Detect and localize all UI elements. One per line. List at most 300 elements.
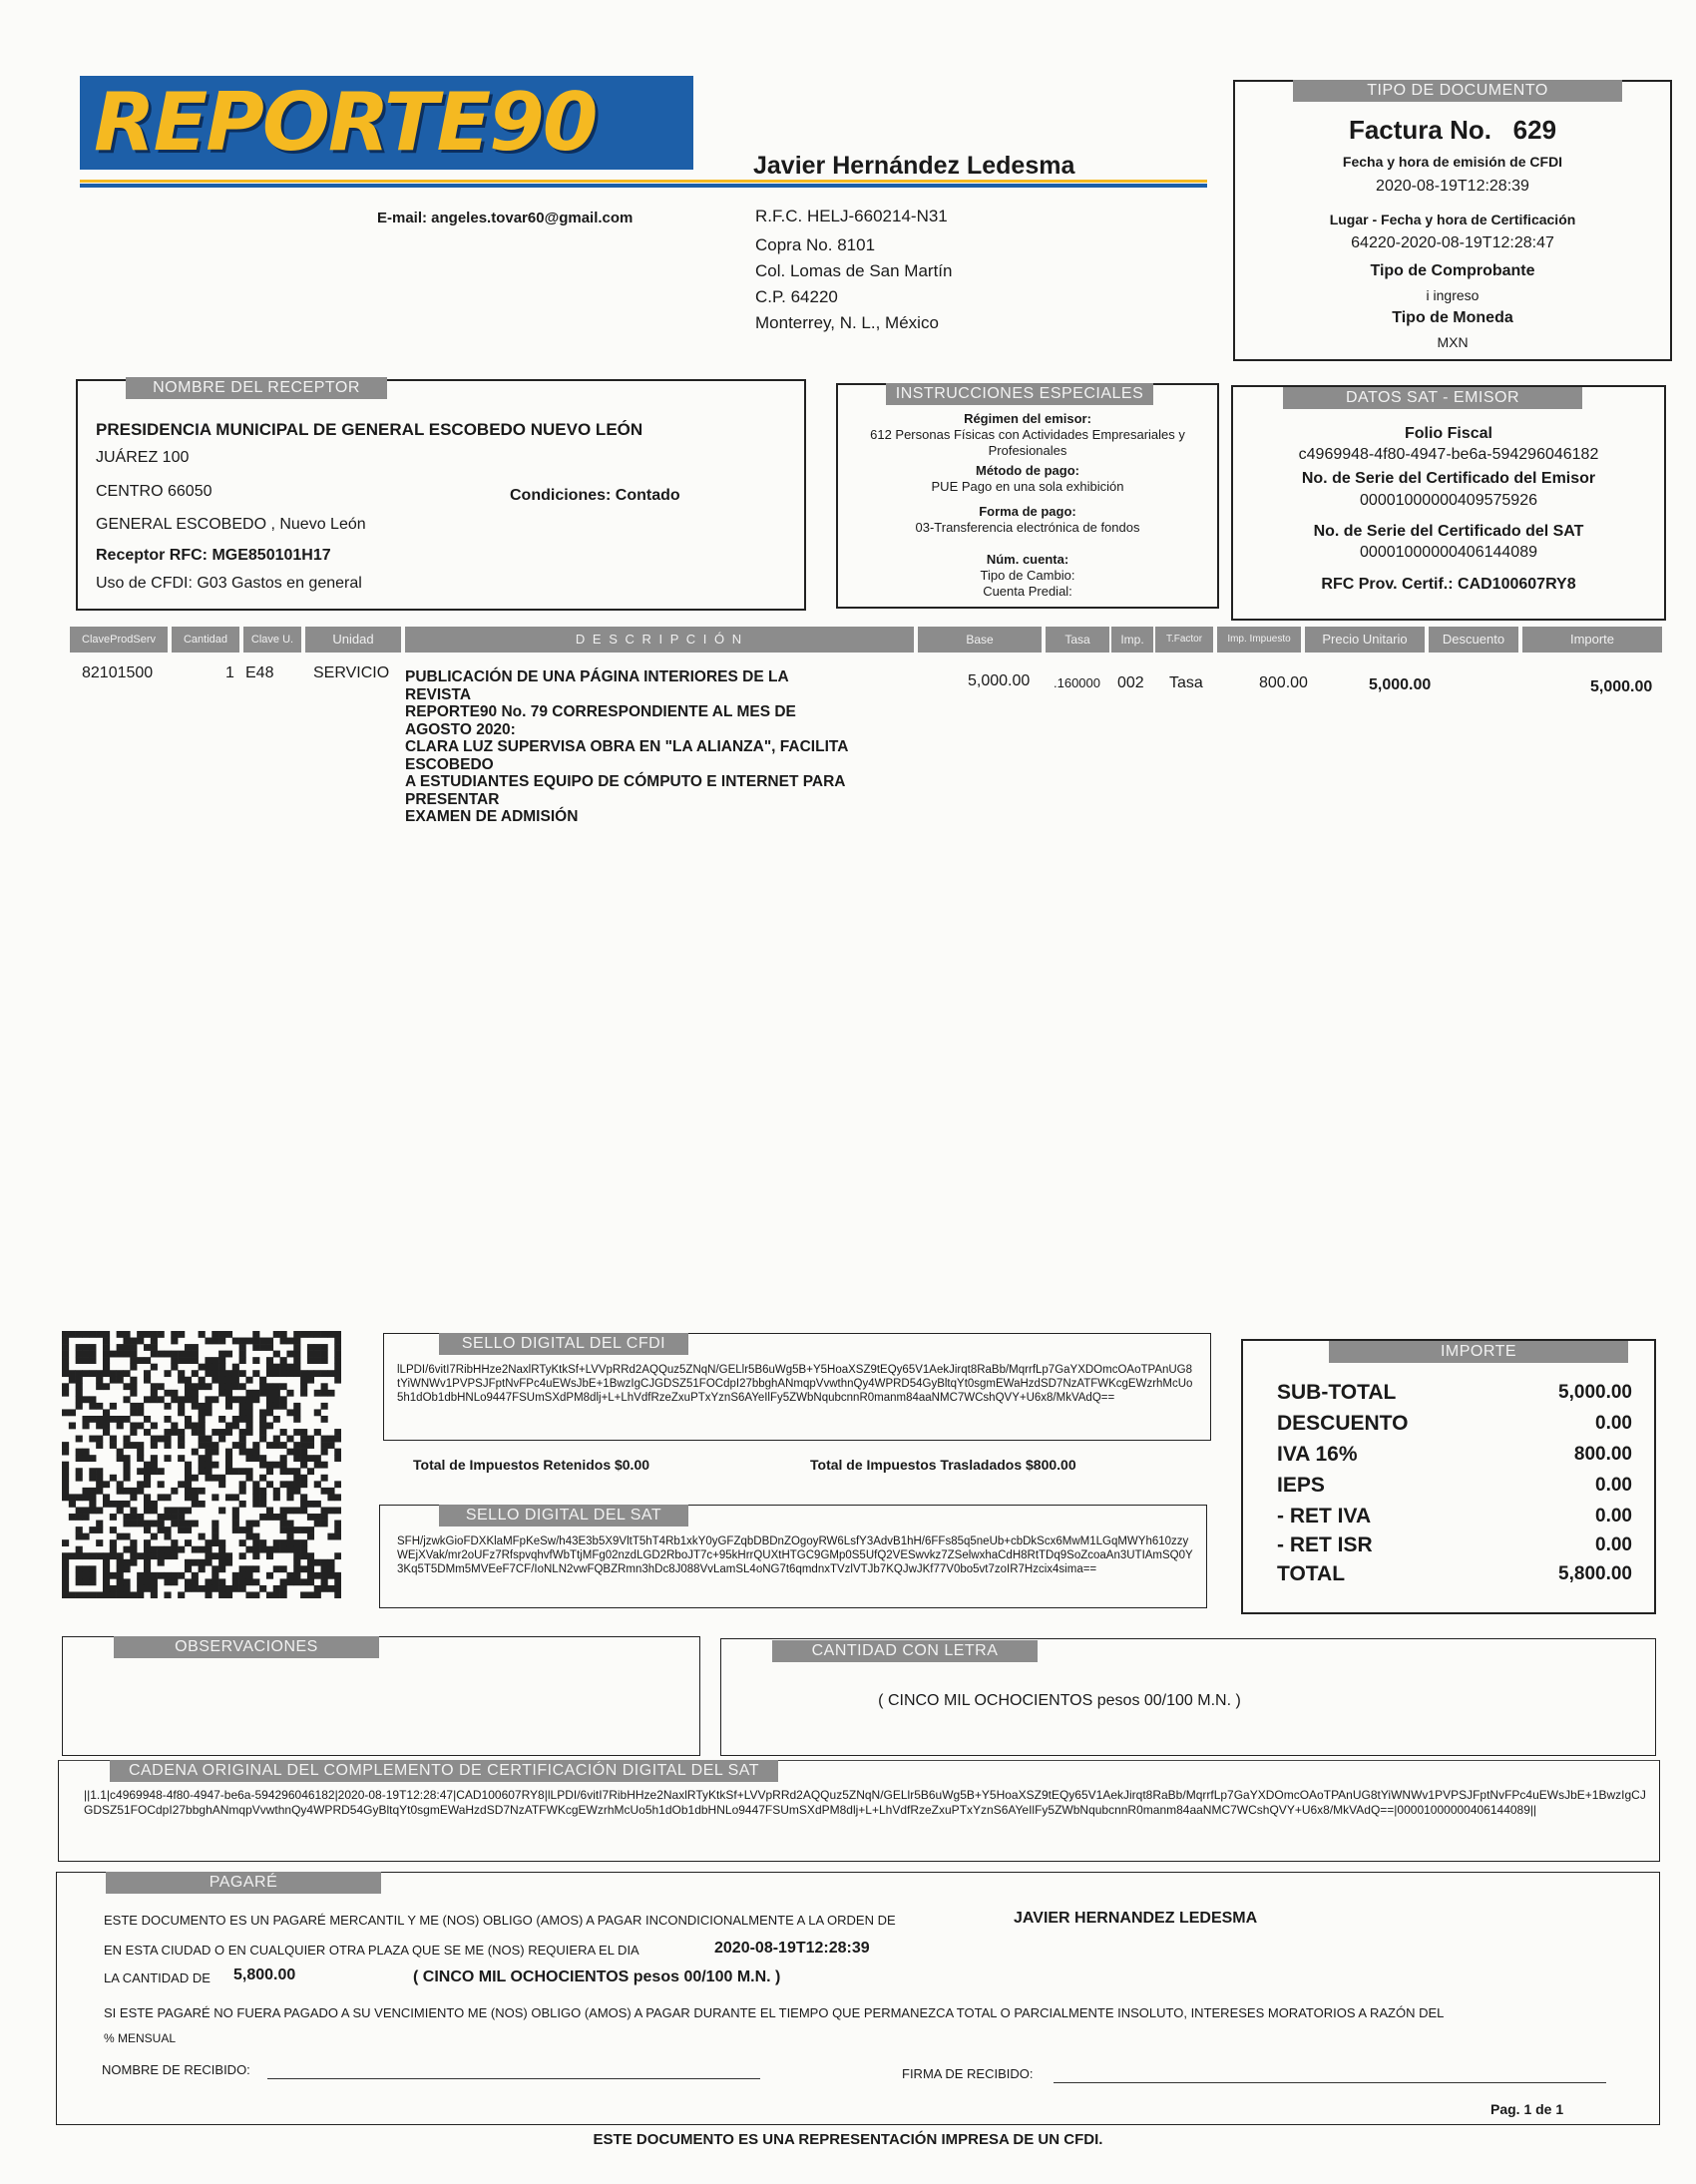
qr-module	[239, 1585, 246, 1592]
qr-module	[110, 1351, 117, 1358]
desc-line: REPORTE90 No. 79 CORRESPONDIENTE AL MES DE	[405, 703, 796, 720]
qr-module	[199, 1565, 206, 1572]
qr-module	[144, 1468, 151, 1475]
qr-module	[212, 1552, 218, 1559]
qr-module	[225, 1455, 232, 1462]
qr-module	[144, 1578, 151, 1585]
qr-module	[293, 1357, 300, 1364]
qr-module	[266, 1423, 273, 1430]
qr-module	[192, 1572, 199, 1579]
qr-module	[171, 1357, 178, 1364]
qr-module	[300, 1539, 307, 1546]
qr-module	[199, 1429, 206, 1436]
qr-module	[82, 1507, 89, 1514]
qr-module	[171, 1338, 178, 1345]
qr-module	[185, 1416, 192, 1423]
qr-module	[334, 1377, 341, 1384]
qr-module	[225, 1462, 232, 1469]
qr-module	[178, 1514, 185, 1521]
sat-header: DATOS SAT - EMISOR	[1283, 387, 1582, 409]
qr-module	[151, 1546, 158, 1553]
qr-module	[117, 1416, 124, 1423]
qr-module	[199, 1559, 206, 1566]
qr-module	[239, 1396, 246, 1403]
sello-cfdi-text: lLPDI/6vitI7RibHHze2NaxlRTyKtkSf+LVVpRRd2AQQuz5ZNqN/GELlr5B6uWg5B+Y5HoaXSZ9tEQy65V1AekJirqt8RaBb/MqrrfLp7GaYXDOmcOAoTPAnUG8tYiWNWv1PVPSJFptNvFPc4uEWsJbE+1BwzIgCJGDSZ51FOCdpI27bbghANmqpVvwthnQy4WPRD54GyBltqYt0sgmEWaHzdSD7NzATFWKcgEWzrhMcUo5h1dOb1dbHNLo9447FSUmSXdPM8dlj+L+LhVdfRzeZxuPTxYznS6AYeIlFy5ZWbNqubcnnR0manm84aaNMC7WCshQVY+U6x8/MkVAdQ==	[397, 1364, 1193, 1404]
issuer-street: Copra No. 8101	[755, 235, 876, 254]
qr-module	[218, 1546, 225, 1553]
qr-module	[293, 1344, 300, 1351]
qr-module	[192, 1357, 199, 1364]
pagare-line2: EN ESTA CIUDAD O EN CUALQUIER OTRA PLAZA QUE SE ME (NOS) REQUIERA EL DIA	[104, 1943, 639, 1958]
qr-module	[286, 1351, 293, 1358]
qr-module	[185, 1396, 192, 1403]
qr-module	[280, 1565, 287, 1572]
qr-module	[151, 1468, 158, 1475]
qr-module	[321, 1351, 328, 1358]
qr-module	[103, 1357, 110, 1364]
qr-module	[158, 1559, 165, 1566]
qr-module	[89, 1455, 96, 1462]
qr-module	[239, 1449, 246, 1456]
qr-module	[62, 1344, 69, 1351]
qr-module	[185, 1481, 192, 1488]
qr-module	[171, 1390, 178, 1397]
qr-module	[89, 1331, 96, 1338]
qr-module	[334, 1585, 341, 1592]
qr-module	[137, 1481, 144, 1488]
qr-module	[76, 1591, 83, 1598]
qr-module	[307, 1514, 314, 1521]
qr-module	[286, 1572, 293, 1579]
qr-module	[185, 1494, 192, 1501]
qr-module	[239, 1468, 246, 1475]
qr-module	[212, 1585, 218, 1592]
qr-module	[185, 1527, 192, 1533]
qr-module	[314, 1344, 321, 1351]
qr-module	[130, 1559, 137, 1566]
qr-module	[205, 1357, 212, 1364]
qr-module	[334, 1578, 341, 1585]
qr-module	[334, 1331, 341, 1338]
qr-module	[144, 1370, 151, 1377]
qr-module	[130, 1357, 137, 1364]
row-cantidad: 1	[225, 664, 234, 681]
qr-module	[232, 1416, 239, 1423]
qr-module	[69, 1494, 76, 1501]
qr-module	[245, 1338, 252, 1345]
qr-module	[62, 1578, 69, 1585]
issuer-colonia: Col. Lomas de San Martín	[755, 261, 953, 280]
qr-module	[82, 1565, 89, 1572]
qr-module	[259, 1423, 266, 1430]
qr-module	[76, 1455, 83, 1462]
qr-module	[151, 1572, 158, 1579]
qr-module	[199, 1409, 206, 1416]
qr-module	[96, 1507, 103, 1514]
qr-module	[171, 1572, 178, 1579]
qr-module	[185, 1475, 192, 1482]
qr-module	[117, 1578, 124, 1585]
qr-module	[252, 1370, 259, 1377]
qr-module	[164, 1578, 171, 1585]
qr-module	[273, 1383, 280, 1390]
qr-module	[259, 1416, 266, 1423]
qr-module	[212, 1533, 218, 1540]
qr-module	[307, 1572, 314, 1579]
qr-module	[218, 1481, 225, 1488]
qr-module	[199, 1442, 206, 1449]
qr-module	[225, 1449, 232, 1456]
qr-module	[110, 1436, 117, 1443]
qr-module	[280, 1591, 287, 1598]
qr-module	[245, 1377, 252, 1384]
row-description	[405, 668, 904, 826]
qr-module	[76, 1383, 83, 1390]
qr-module	[218, 1565, 225, 1572]
qr-module	[123, 1488, 130, 1495]
qr-module	[117, 1481, 124, 1488]
qr-module	[82, 1449, 89, 1456]
qr-module	[110, 1416, 117, 1423]
qr-module	[123, 1436, 130, 1443]
qr-module	[62, 1449, 69, 1456]
qr-module	[314, 1559, 321, 1566]
qr-module	[178, 1377, 185, 1384]
qr-module	[89, 1357, 96, 1364]
qr-module	[321, 1565, 328, 1572]
qr-module	[307, 1565, 314, 1572]
qr-module	[266, 1370, 273, 1377]
receiver-header: NOMBRE DEL RECEPTOR	[126, 377, 387, 399]
qr-module	[96, 1488, 103, 1495]
qr-module	[314, 1357, 321, 1364]
qr-module	[62, 1591, 69, 1598]
qr-module	[218, 1383, 225, 1390]
qr-module	[334, 1370, 341, 1377]
qr-module	[164, 1533, 171, 1540]
qr-module	[110, 1501, 117, 1508]
qr-module	[252, 1481, 259, 1488]
qr-module	[314, 1501, 321, 1508]
qr-module	[144, 1572, 151, 1579]
firma-signature-line	[1054, 2082, 1606, 2083]
qr-module	[212, 1338, 218, 1345]
emission-value: 2020-08-19T12:28:39	[1376, 178, 1529, 195]
qr-module	[151, 1591, 158, 1598]
qr-module	[280, 1514, 287, 1521]
qr-module	[158, 1481, 165, 1488]
qr-module	[307, 1455, 314, 1462]
qr-module	[171, 1364, 178, 1371]
qr-module	[205, 1436, 212, 1443]
qr-module	[96, 1521, 103, 1528]
qr-module	[266, 1383, 273, 1390]
qr-module	[239, 1403, 246, 1410]
qr-module	[245, 1429, 252, 1436]
qr-module	[192, 1559, 199, 1566]
qr-module	[130, 1539, 137, 1546]
qr-module	[252, 1488, 259, 1495]
qr-module	[185, 1357, 192, 1364]
regimen-label: Régimen del emisor:	[964, 411, 1091, 426]
qr-module	[205, 1409, 212, 1416]
qr-module	[171, 1488, 178, 1495]
qr-module	[280, 1585, 287, 1592]
emission-label: Fecha y hora de emisión de CFDI	[1342, 154, 1563, 170]
qr-module	[300, 1591, 307, 1598]
qr-module	[286, 1527, 293, 1533]
qr-module	[273, 1514, 280, 1521]
qr-module	[62, 1468, 69, 1475]
qr-module	[286, 1494, 293, 1501]
qr-module	[89, 1468, 96, 1475]
qr-module	[164, 1514, 171, 1521]
qr-module	[137, 1331, 144, 1338]
qr-module	[96, 1539, 103, 1546]
cert-sat-label: No. de Serie del Certificado del SAT	[1313, 523, 1584, 540]
invoice-title	[1233, 115, 1672, 146]
qr-module	[69, 1370, 76, 1377]
col-tfactor: T.Factor	[1155, 627, 1213, 653]
qr-module	[82, 1552, 89, 1559]
qr-module	[171, 1552, 178, 1559]
qr-module	[82, 1351, 89, 1358]
qr-module	[225, 1396, 232, 1403]
qr-module	[273, 1442, 280, 1449]
qr-module	[205, 1475, 212, 1482]
qr-module	[151, 1364, 158, 1371]
qr-module	[130, 1364, 137, 1371]
qr-module	[89, 1494, 96, 1501]
qr-module	[259, 1436, 266, 1443]
qr-module	[144, 1462, 151, 1469]
qr-module	[286, 1578, 293, 1585]
qr-module	[158, 1331, 165, 1338]
qr-module	[103, 1331, 110, 1338]
qr-module	[232, 1442, 239, 1449]
row-importe: 5,000.00	[1590, 678, 1653, 695]
desc-line: REVISTA	[405, 685, 472, 703]
qr-module	[110, 1403, 117, 1410]
qr-module	[137, 1585, 144, 1592]
qr-module	[232, 1572, 239, 1579]
qr-module	[89, 1488, 96, 1495]
invoice-number: 629	[1512, 115, 1557, 145]
qr-module	[321, 1370, 328, 1377]
col-clave-prod: ClaveProdServ	[70, 627, 168, 653]
iva-row: IVA 16% 800.00	[1277, 1443, 1632, 1466]
qr-module	[151, 1344, 158, 1351]
qr-module	[192, 1396, 199, 1403]
qr-module	[259, 1383, 266, 1390]
qr-module	[245, 1403, 252, 1410]
qr-module	[300, 1565, 307, 1572]
qr-module	[259, 1344, 266, 1351]
qr-module	[164, 1429, 171, 1436]
qr-module	[245, 1572, 252, 1579]
qr-module	[327, 1331, 334, 1338]
qr-module	[69, 1501, 76, 1508]
qr-module	[89, 1527, 96, 1533]
qr-module	[82, 1357, 89, 1364]
qr-module	[151, 1462, 158, 1469]
receiver-conditions: Condiciones: Contado	[510, 487, 680, 504]
qr-module	[123, 1468, 130, 1475]
qr-module	[144, 1527, 151, 1533]
qr-module	[286, 1436, 293, 1443]
qr-module	[225, 1591, 232, 1598]
qr-module	[225, 1383, 232, 1390]
qr-module	[117, 1552, 124, 1559]
qr-module	[117, 1370, 124, 1377]
qr-module	[130, 1351, 137, 1358]
qr-module	[130, 1390, 137, 1397]
qr-module	[266, 1390, 273, 1397]
qr-module	[280, 1521, 287, 1528]
qr-module	[293, 1578, 300, 1585]
recibido-signature-line	[267, 2078, 760, 2079]
qr-module	[144, 1481, 151, 1488]
qr-module	[245, 1449, 252, 1456]
qr-module	[307, 1552, 314, 1559]
desc-line: PUBLICACIÓN DE UNA PÁGINA INTERIORES DE LA	[405, 668, 789, 685]
qr-module	[245, 1578, 252, 1585]
qr-module	[334, 1364, 341, 1371]
qr-module	[307, 1468, 314, 1475]
qr-module	[232, 1514, 239, 1521]
qr-module	[300, 1552, 307, 1559]
qr-module	[225, 1552, 232, 1559]
qr-module	[199, 1436, 206, 1443]
qr-module	[110, 1539, 117, 1546]
qr-module	[307, 1377, 314, 1384]
cert-emisor-label: No. de Serie del Certificado del Emisor	[1301, 470, 1596, 487]
qr-module	[137, 1449, 144, 1456]
qr-module	[314, 1481, 321, 1488]
qr-module	[218, 1539, 225, 1546]
qr-module	[245, 1546, 252, 1553]
receiver-name: PRESIDENCIA MUNICIPAL DE GENERAL ESCOBEDO NUEVO LEÓN	[96, 420, 643, 439]
qr-module	[158, 1468, 165, 1475]
qr-module	[232, 1585, 239, 1592]
qr-module	[239, 1578, 246, 1585]
qr-module	[232, 1494, 239, 1501]
qr-module	[239, 1565, 246, 1572]
qr-module	[293, 1527, 300, 1533]
qr-module	[110, 1377, 117, 1384]
rfc-prov: RFC Prov. Certif.: CAD100607RY8	[1321, 576, 1576, 593]
qr-module	[164, 1370, 171, 1377]
qr-module	[89, 1475, 96, 1482]
total-retenidos: Total de Impuestos Retenidos $0.00	[413, 1457, 650, 1473]
qr-module	[266, 1481, 273, 1488]
qr-module	[280, 1357, 287, 1364]
qr-module	[334, 1351, 341, 1358]
qr-module	[314, 1572, 321, 1579]
qr-module	[280, 1383, 287, 1390]
qr-module	[89, 1436, 96, 1443]
qr-module	[252, 1449, 259, 1456]
qr-module	[137, 1572, 144, 1579]
qr-module	[212, 1475, 218, 1482]
qr-module	[280, 1578, 287, 1585]
qr-module	[164, 1436, 171, 1443]
qr-module	[218, 1390, 225, 1397]
qr-module	[103, 1572, 110, 1579]
qr-module	[300, 1436, 307, 1443]
qr-module	[123, 1514, 130, 1521]
qr-module	[103, 1565, 110, 1572]
qr-module	[62, 1552, 69, 1559]
qr-module	[130, 1521, 137, 1528]
qr-module	[205, 1364, 212, 1371]
qr-module	[225, 1351, 232, 1358]
qr-module	[144, 1377, 151, 1384]
qr-module	[314, 1591, 321, 1598]
sello-cfdi-header: SELLO DIGITAL DEL CFDI	[439, 1333, 688, 1355]
qr-module	[96, 1416, 103, 1423]
qr-module	[199, 1383, 206, 1390]
qr-module	[259, 1377, 266, 1384]
qr-module	[117, 1455, 124, 1462]
qr-module	[327, 1436, 334, 1443]
qr-module	[164, 1591, 171, 1598]
qr-module	[205, 1462, 212, 1469]
qr-module	[273, 1488, 280, 1495]
qr-module	[273, 1364, 280, 1371]
qr-module	[232, 1578, 239, 1585]
qr-module	[293, 1559, 300, 1566]
qr-module	[164, 1351, 171, 1358]
qr-module	[62, 1331, 69, 1338]
col-imp-impuesto: Imp. Impuesto	[1217, 627, 1301, 653]
qr-module	[103, 1409, 110, 1416]
qr-module	[164, 1455, 171, 1462]
qr-module	[151, 1383, 158, 1390]
qr-module	[218, 1552, 225, 1559]
qr-module	[103, 1585, 110, 1592]
qr-module	[96, 1377, 103, 1384]
qr-module	[300, 1442, 307, 1449]
qr-module	[178, 1521, 185, 1528]
col-importe: Importe	[1522, 627, 1662, 653]
qr-module	[321, 1475, 328, 1482]
qr-module	[76, 1396, 83, 1403]
qr-module	[192, 1521, 199, 1528]
qr-module	[171, 1539, 178, 1546]
qr-module	[300, 1455, 307, 1462]
qr-module	[185, 1383, 192, 1390]
qr-module	[218, 1436, 225, 1443]
qr-module	[239, 1442, 246, 1449]
cert-label: Lugar - Fecha y hora de Certificación	[1329, 212, 1576, 227]
qr-module	[137, 1423, 144, 1430]
qr-module	[225, 1377, 232, 1384]
qr-module	[130, 1338, 137, 1345]
qr-module	[185, 1565, 192, 1572]
qr-module	[212, 1357, 218, 1364]
qr-module	[110, 1552, 117, 1559]
qr-module	[192, 1501, 199, 1508]
qr-module	[239, 1383, 246, 1390]
qr-module	[273, 1370, 280, 1377]
qr-module	[117, 1565, 124, 1572]
qr-module	[300, 1481, 307, 1488]
qr-module	[205, 1442, 212, 1449]
qr-module	[205, 1449, 212, 1456]
qr-module	[82, 1533, 89, 1540]
qr-module	[327, 1390, 334, 1397]
